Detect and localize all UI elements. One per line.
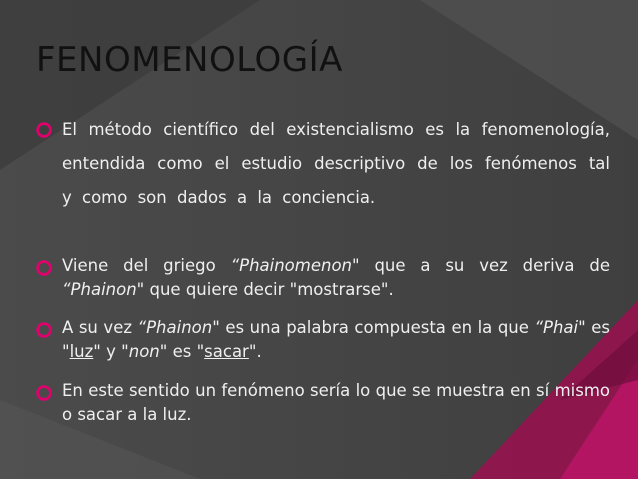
target-ring-icon (36, 122, 58, 138)
bullet-text-3 (62, 316, 610, 364)
text-run: ". (248, 342, 262, 361)
slide-title: FENOMENOLOGÍA (36, 40, 343, 80)
term-luz: luz (69, 342, 94, 361)
text-run: A su vez (62, 318, 138, 337)
term-sacar: sacar (204, 342, 249, 361)
term-non: non (128, 342, 160, 361)
term-phainomenon: “Phainomenon (230, 256, 353, 275)
bullet-text-2 (62, 254, 610, 302)
text-run: " es " (159, 342, 205, 361)
text-run: Viene del griego (62, 256, 231, 275)
term-phai: “Phai (534, 318, 579, 337)
target-ring-icon (36, 260, 58, 276)
text-run: " es una palabra compuesta en la que (212, 318, 535, 337)
bullet-text-4: En este sentido un fenómeno sería lo que se muestra en sí mismo o sacar a la luz. (62, 381, 610, 424)
term-phainon: “Phainon (62, 280, 137, 299)
text-run: " es " (62, 318, 610, 361)
text-run: " y " (93, 342, 129, 361)
bullet-text-1: El método científico del existencialismo es la fenomenología, entendida como el estudio descriptivo de los fenómenos tal y como son dados a la conciencia. (62, 120, 610, 207)
term-phainon: “Phainon (137, 318, 213, 337)
target-ring-icon (36, 322, 58, 338)
text-run: " que quiere decir "mostrarse". (136, 280, 394, 299)
text-run: " que a su vez deriva de (352, 256, 610, 275)
target-ring-icon (36, 385, 58, 401)
